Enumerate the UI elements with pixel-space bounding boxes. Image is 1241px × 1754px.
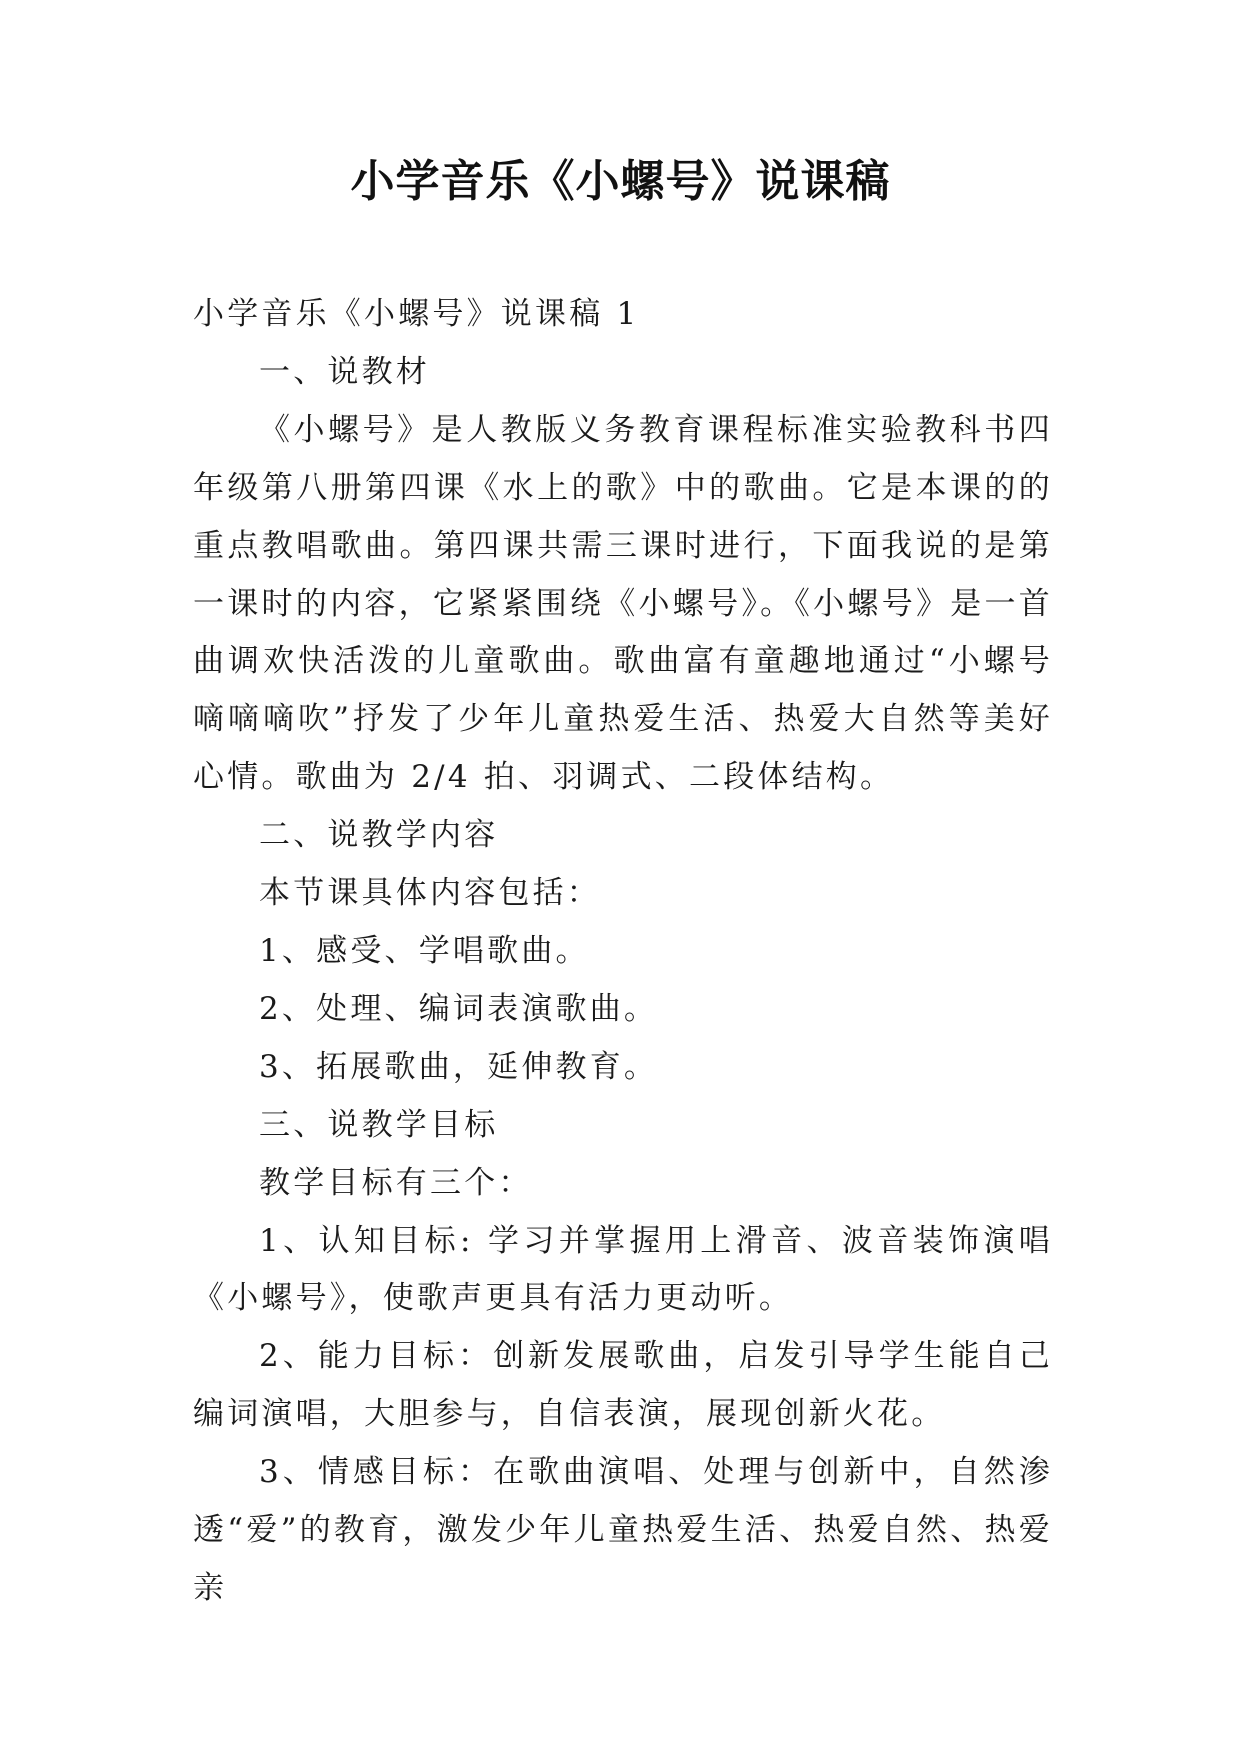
document-subtitle: 小学音乐《小螺号》说课稿 1 [193,296,640,332]
paragraph-textbook: 《小螺号》是人教版义务教育课程标准实验教科书四年级第八册第四课《水上的歌》中的歌曲。它是本课的的重点教唱歌曲。第四课共需三课时进行，下面我说的是第一课时的内容，它紧紧围绕《小螺号》。《小螺号》是一首曲调欢快活泼的儿童歌曲。歌曲富有童趣地通过“小螺号嘀嘀嘀吹”抒发了少年儿童热爱生活、热爱大自然等美好心情。歌曲为 2/4 拍、羽调式、二段体结构。 [193,411,1053,796]
goal-item: 3、情感目标：在歌曲演唱、处理与创新中，自然渗透“爱”的教育，激发少年儿童热爱生活、热爱自然、热爱亲 [193,1454,1053,1606]
section-heading-content: 二、说教学内容 [259,817,499,854]
goal-item: 1、认知目标: 学习并掌握用上滑音、波音装饰演唱《小螺号》，使歌声更具有活力更动听。 [193,1222,1053,1317]
list-item: 3、拓展歌曲，延伸教育。 [259,1048,659,1085]
section-heading-goals: 三、说教学目标 [259,1106,499,1143]
goal-item: 2、能力目标：创新发展歌曲，启发引导学生能自己编词演唱，大胆参与，自信表演，展现创新火花。 [193,1338,1053,1433]
list-item: 2、处理、编词表演歌曲。 [259,990,659,1027]
document-title: 小学音乐《小螺号》说课稿 [350,156,891,207]
section-heading-textbook: 一、说教材 [259,353,430,390]
paragraph-goals-intro: 教学目标有三个： [259,1164,533,1201]
list-item: 1、感受、学唱歌曲。 [259,932,590,969]
paragraph-content-intro: 本节课具体内容包括： [259,875,601,912]
document-body [193,286,1053,1618]
